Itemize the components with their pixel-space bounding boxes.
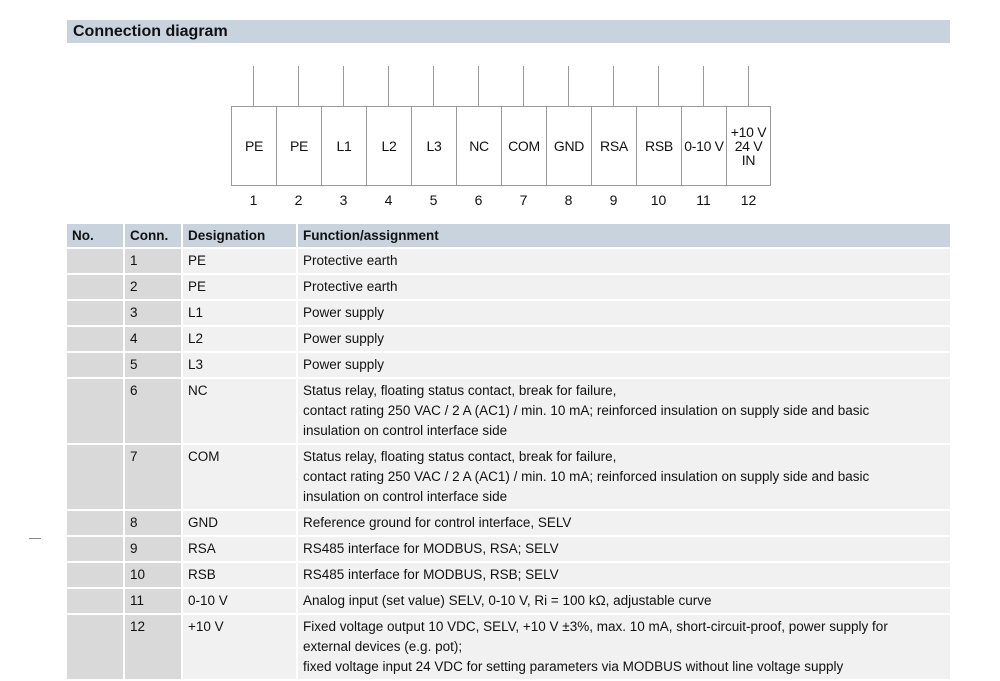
header-conn: Conn.	[123, 224, 181, 247]
function-line: external devices (e.g. pot);	[303, 639, 463, 654]
function-line: Reference ground for control interface, SELV	[303, 515, 572, 530]
terminal-wire	[613, 66, 614, 106]
cell-no	[67, 275, 123, 299]
cell-function	[296, 511, 950, 535]
terminal-number: 1	[249, 192, 258, 208]
terminal-number: 10	[650, 192, 667, 208]
terminal: +10 V 24 V IN	[726, 107, 771, 185]
section-title: Connection diagram	[67, 20, 950, 43]
cell-designation: RSA	[181, 537, 296, 561]
terminal: RSB	[636, 107, 681, 185]
terminal: 0-10 V	[681, 107, 726, 185]
header-no: No.	[67, 224, 123, 247]
cell-conn: 4	[123, 327, 181, 351]
terminal: PE	[276, 107, 321, 185]
function-line: Protective earth	[303, 253, 398, 268]
cell-conn: 12	[123, 615, 181, 679]
terminal-wire	[523, 66, 524, 106]
cell-designation: +10 V	[181, 615, 296, 679]
terminal-number: 12	[740, 192, 757, 208]
table-row	[67, 379, 950, 443]
function-line: Status relay, floating status contact, break for failure,	[303, 449, 617, 464]
cell-function	[296, 615, 950, 679]
cell-function	[296, 353, 950, 377]
cell-no	[67, 249, 123, 273]
cell-designation: COM	[181, 445, 296, 509]
cell-function	[296, 589, 950, 613]
cell-conn: 11	[123, 589, 181, 613]
terminal-number: 9	[609, 192, 618, 208]
terminal: L2	[366, 107, 411, 185]
cell-designation: NC	[181, 379, 296, 443]
function-line: RS485 interface for MODBUS, RSB; SELV	[303, 567, 559, 582]
cell-function	[296, 301, 950, 325]
cell-conn: 3	[123, 301, 181, 325]
terminal-number: 7	[519, 192, 528, 208]
cell-function	[296, 327, 950, 351]
cell-function	[296, 379, 950, 443]
terminal-wire	[568, 66, 569, 106]
cell-function	[296, 275, 950, 299]
cell-conn: 8	[123, 511, 181, 535]
terminal: COM	[501, 107, 546, 185]
terminal: GND	[546, 107, 591, 185]
table-row	[67, 301, 950, 325]
cell-no	[67, 563, 123, 587]
terminal: RSA	[591, 107, 636, 185]
terminal: L3	[411, 107, 456, 185]
cell-conn: 1	[123, 249, 181, 273]
cell-conn: 9	[123, 537, 181, 561]
function-line: Protective earth	[303, 279, 398, 294]
terminal-number: 8	[564, 192, 573, 208]
terminal-wire	[478, 66, 479, 106]
cell-no	[67, 379, 123, 443]
cell-designation: L3	[181, 353, 296, 377]
function-line: insulation on control interface side	[303, 489, 508, 504]
function-line: contact rating 250 VAC / 2 A (AC1) / min. 10 mA; reinforced insulation on supply side and basic	[303, 403, 870, 418]
table-row	[67, 615, 950, 679]
terminal-wire	[433, 66, 434, 106]
header-function: Function/assignment	[296, 224, 950, 247]
cell-conn: 6	[123, 379, 181, 443]
terminal-number: 11	[696, 192, 711, 208]
cell-designation: 0-10 V	[181, 589, 296, 613]
terminal-wire	[703, 66, 704, 106]
cell-conn: 5	[123, 353, 181, 377]
cell-designation: PE	[181, 275, 296, 299]
terminal: PE	[231, 107, 276, 185]
terminal-number: 4	[384, 192, 393, 208]
connection-diagram	[231, 66, 772, 216]
function-line: Power supply	[303, 357, 385, 372]
table-row	[67, 563, 950, 587]
cell-designation: GND	[181, 511, 296, 535]
function-line: Power supply	[303, 305, 385, 320]
terminal-wire	[253, 66, 254, 106]
function-line: fixed voltage input 24 VDC for setting parameters via MODBUS without line voltage supply	[303, 659, 844, 674]
terminal-number: 6	[474, 192, 483, 208]
table-row	[67, 511, 950, 535]
table-row	[67, 275, 950, 299]
cell-conn: 2	[123, 275, 181, 299]
function-line: Fixed voltage output 10 VDC, SELV, +10 V ±3%, max. 10 mA, short-circuit-proof, power supply for	[303, 619, 888, 634]
function-line: Power supply	[303, 331, 385, 346]
terminal-strip	[231, 106, 771, 186]
terminal-wire	[388, 66, 389, 106]
table-row	[67, 327, 950, 351]
terminal-number: 3	[339, 192, 348, 208]
cell-designation: L2	[181, 327, 296, 351]
terminal: NC	[456, 107, 501, 185]
cell-no	[67, 589, 123, 613]
header-designation: Designation	[181, 224, 296, 247]
terminal-wire	[748, 66, 749, 106]
table-row	[67, 537, 950, 561]
cell-no	[67, 353, 123, 377]
cell-designation: RSB	[181, 563, 296, 587]
terminal-number: 5	[429, 192, 438, 208]
cell-designation: PE	[181, 249, 296, 273]
cell-no	[67, 301, 123, 325]
cell-conn: 7	[123, 445, 181, 509]
table-row	[67, 353, 950, 377]
cell-no	[67, 511, 123, 535]
terminal-numbers	[231, 192, 771, 208]
function-line: Analog input (set value) SELV, 0-10 V, Ri = 100 kΩ, adjustable curve	[303, 593, 712, 608]
cell-function	[296, 537, 950, 561]
terminal-wire	[658, 66, 659, 106]
cell-no	[67, 445, 123, 509]
margin-mark	[29, 538, 41, 539]
cell-no	[67, 327, 123, 351]
cell-designation: L1	[181, 301, 296, 325]
function-line: contact rating 250 VAC / 2 A (AC1) / min. 10 mA; reinforced insulation on supply side and basic	[303, 469, 870, 484]
terminal-number: 2	[294, 192, 303, 208]
function-line: RS485 interface for MODBUS, RSA; SELV	[303, 541, 559, 556]
table-row	[67, 445, 950, 509]
terminal-wire	[343, 66, 344, 106]
cell-function	[296, 249, 950, 273]
terminal-wire	[298, 66, 299, 106]
function-line: Status relay, floating status contact, break for failure,	[303, 383, 617, 398]
cell-function	[296, 563, 950, 587]
terminal: L1	[321, 107, 366, 185]
connection-table	[67, 222, 950, 681]
table-row	[67, 589, 950, 613]
function-line: insulation on control interface side	[303, 423, 508, 438]
cell-conn: 10	[123, 563, 181, 587]
cell-function	[296, 445, 950, 509]
table-row	[67, 249, 950, 273]
cell-no	[67, 615, 123, 679]
cell-no	[67, 537, 123, 561]
table-header-row	[67, 224, 950, 247]
